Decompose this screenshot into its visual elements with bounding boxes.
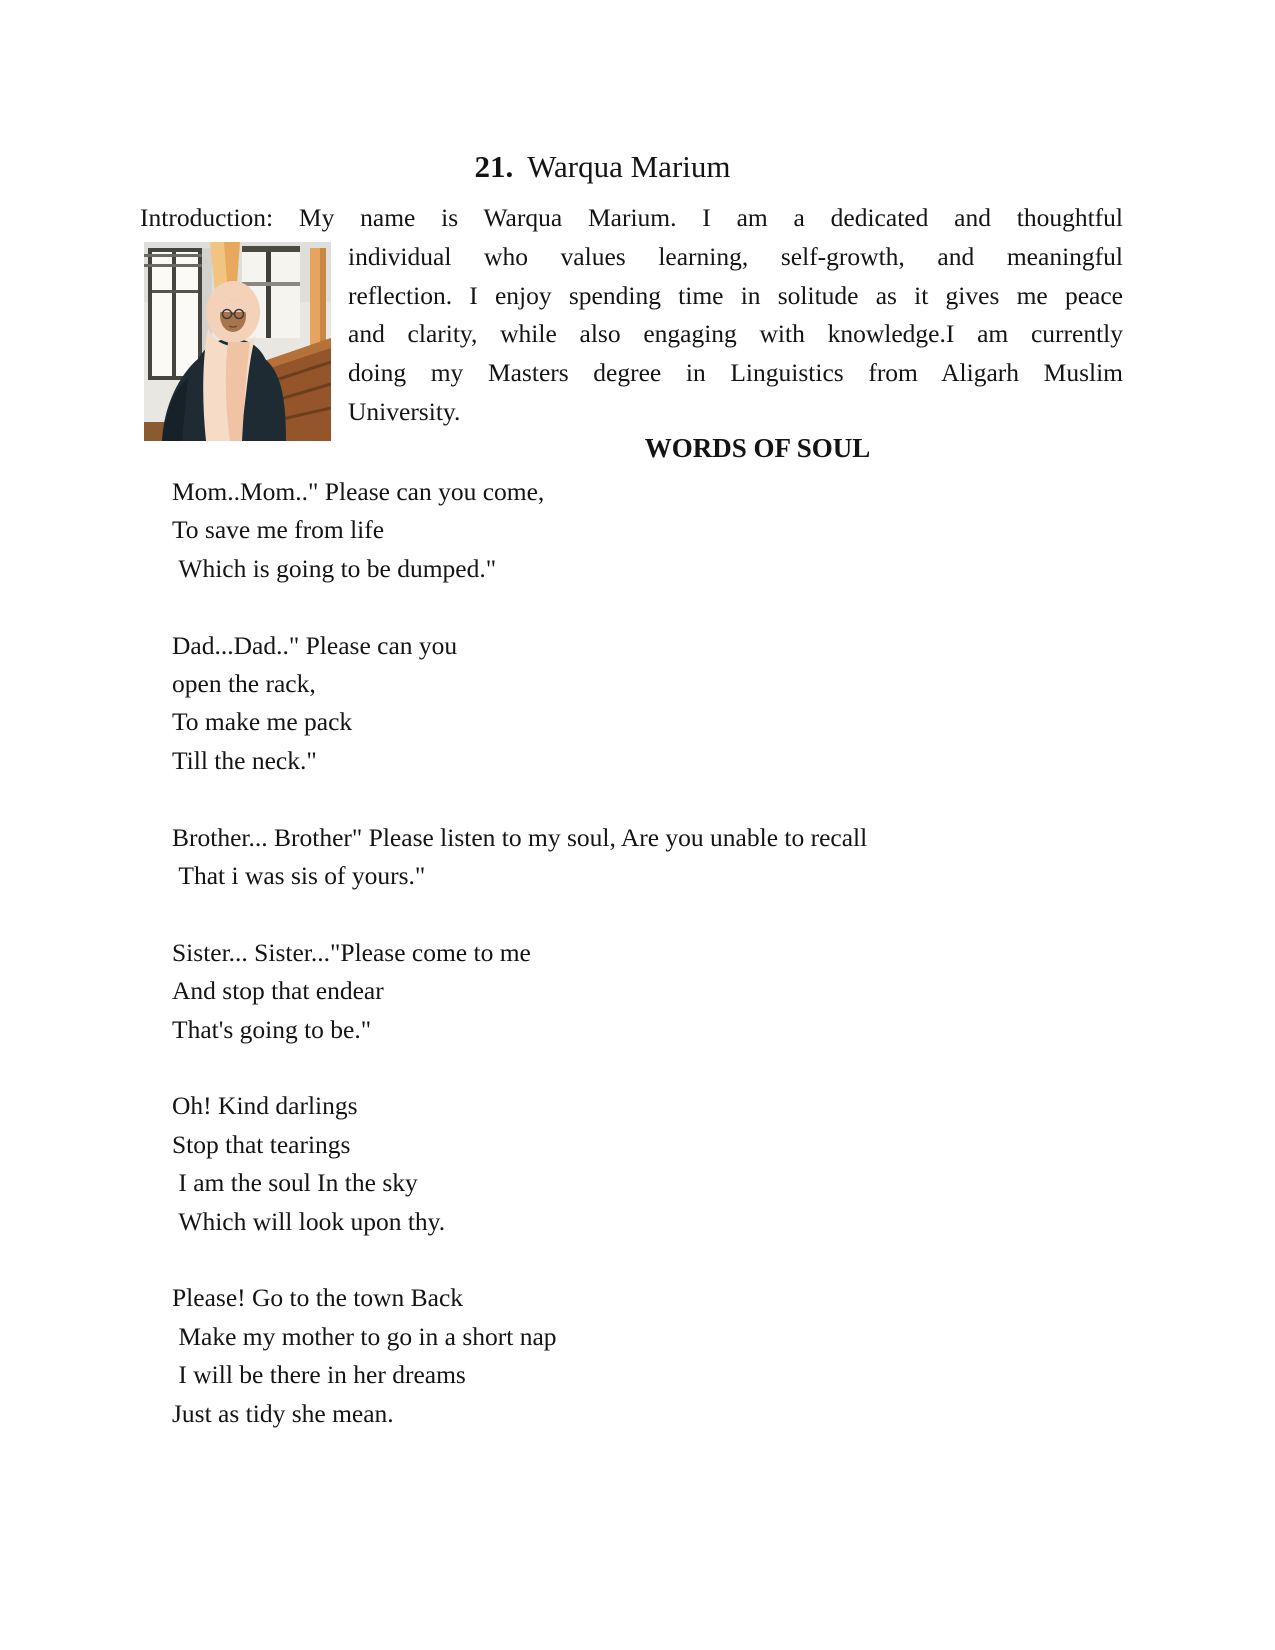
poem-line: That's going to be." — [172, 1014, 372, 1044]
poem-line — [172, 1049, 1122, 1087]
poem-line: Dad...Dad.." Please can you — [172, 630, 458, 660]
poem-line: I am the soul In the sky — [172, 1168, 418, 1198]
introduction-line: reflection. I enjoy spending time in solitude as it gives me peace — [348, 280, 1123, 310]
poem-line: I will be there in her dreams — [172, 1360, 466, 1390]
portrait-photo — [144, 242, 331, 441]
poem-line: Please! Go to the town Back — [172, 1283, 464, 1313]
poem-line: open the rack, — [172, 669, 316, 699]
poem-body — [172, 473, 1122, 1433]
poem-line: Till the neck." — [172, 745, 317, 775]
poem-line: Which is going to be dumped." — [172, 553, 497, 583]
poem-line: To save me from life — [172, 515, 385, 545]
introduction-line: and clarity, while also engaging with knowledge.I am currently — [348, 319, 1123, 349]
introduction-line: University. — [348, 396, 461, 426]
poem-line: Make my mother to go in a short nap — [172, 1321, 557, 1351]
poem-line — [172, 1241, 1122, 1279]
poem-line: To make me pack — [172, 707, 353, 737]
poem-line: Stop that tearings — [172, 1129, 351, 1159]
entry-number: 21. — [474, 149, 514, 184]
page-title — [0, 146, 1205, 188]
entry-name: Warqua Marium — [527, 149, 731, 184]
poem-title: WORDS OF SOUL — [644, 433, 871, 463]
poem-line — [172, 895, 1122, 933]
poem-line: And stop that endear — [172, 976, 384, 1006]
poem-line — [172, 588, 1122, 626]
poem-line — [172, 780, 1122, 818]
poem-line: Mom..Mom.." Please can you come, — [172, 477, 545, 506]
portrait-photo-illustration — [144, 242, 331, 441]
introduction-line: doing my Masters degree in Linguistics from Aligarh Muslim — [348, 358, 1123, 388]
poem-line: Oh! Kind darlings — [172, 1091, 358, 1121]
introduction-line: Introduction: My name is Warqua Marium. I am a dedicated and thoughtful — [140, 203, 1123, 232]
poem-line: That i was sis of yours." — [172, 861, 426, 891]
introduction-line: individual who values learning, self-growth, and meaningful — [348, 241, 1123, 271]
poem-line: Which will look upon thy. — [172, 1206, 446, 1236]
poem-line: Just as tidy she mean. — [172, 1398, 394, 1428]
poem-line: Sister... Sister..."Please come to me — [172, 937, 531, 967]
poem-line: Brother... Brother" Please listen to my soul, Are you unable to recall — [172, 822, 868, 852]
